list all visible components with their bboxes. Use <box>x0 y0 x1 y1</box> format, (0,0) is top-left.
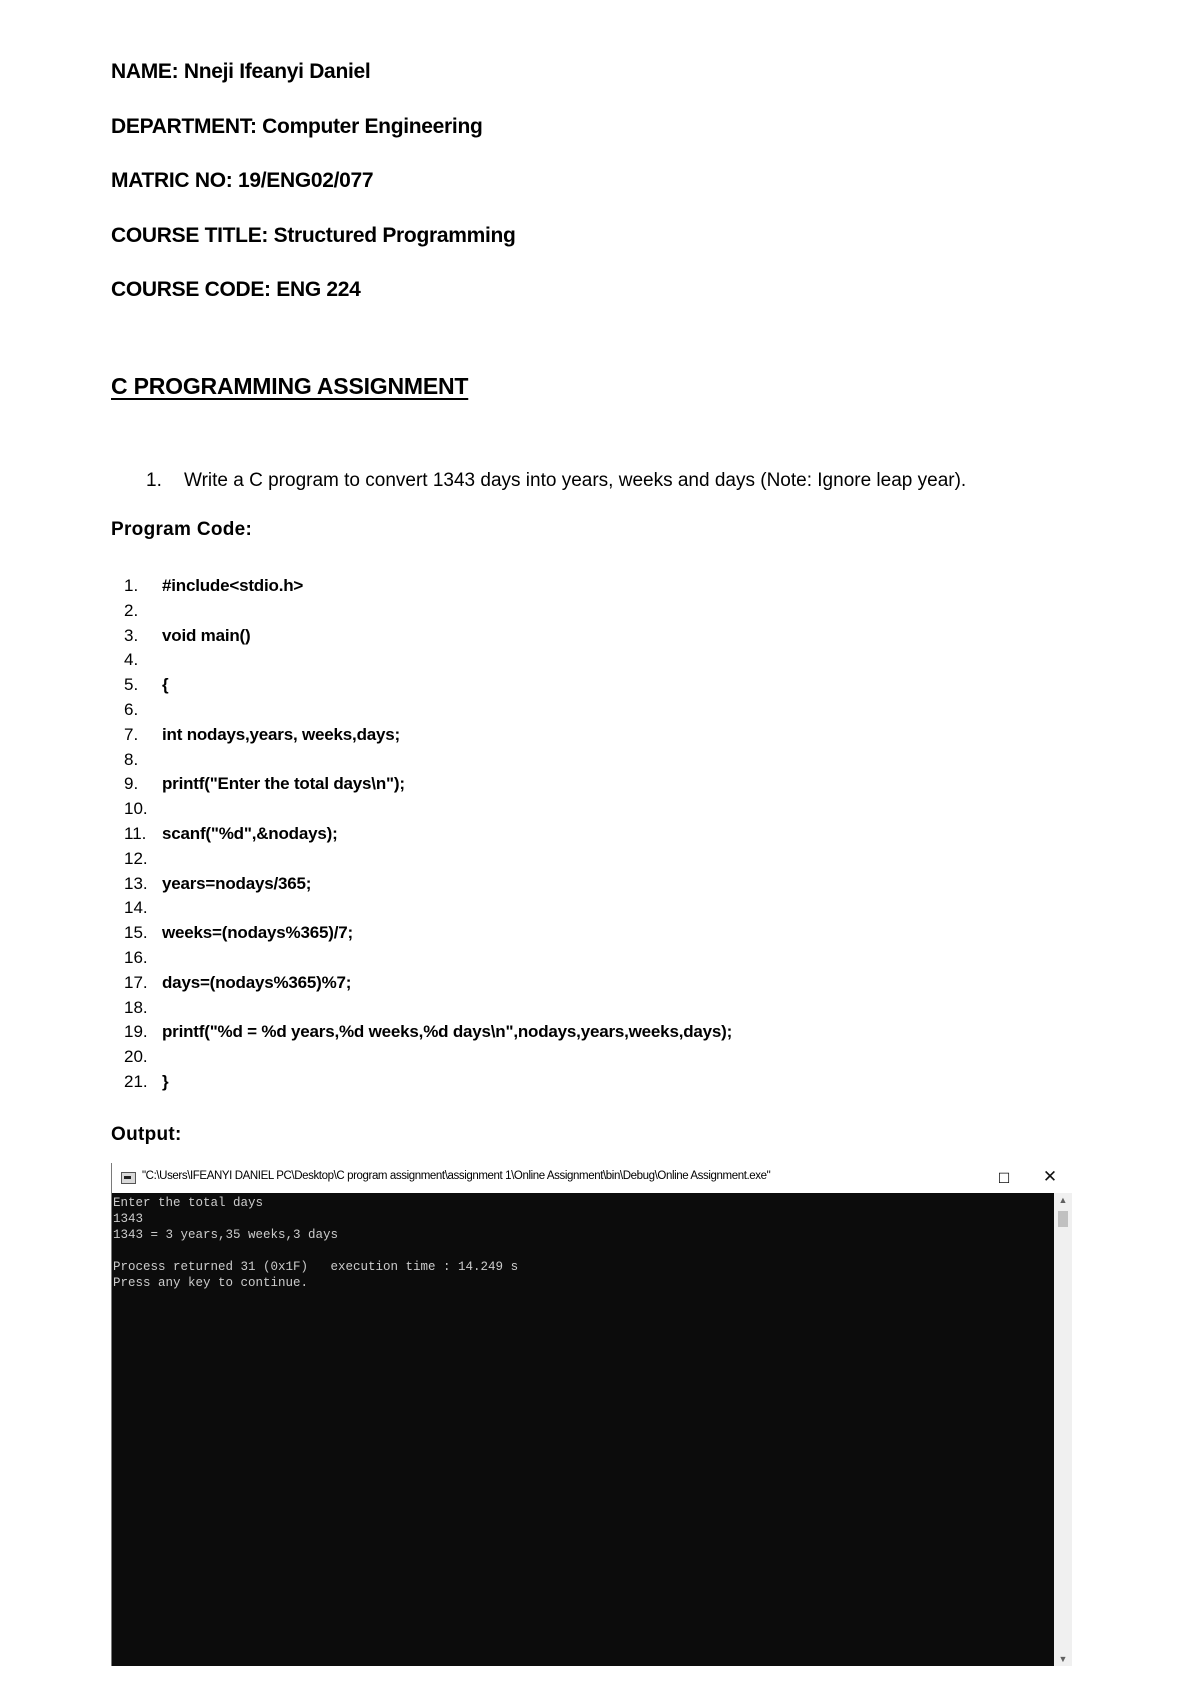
code-line-text: #include<stdio.h> <box>162 576 304 595</box>
code-line <box>124 872 732 897</box>
code-line-number: 16. <box>124 947 148 967</box>
console-window-title: "C:\Users\IFEANYI DANIEL PC\Desktop\C program assignment\assignment 1\Online Assignment\bin\Debug\Online Assignment.exe" <box>142 1170 771 1182</box>
code-line-number: 10. <box>124 799 148 819</box>
code-line-number: 18. <box>124 997 148 1017</box>
console-screen[interactable] <box>112 1193 1054 1666</box>
code-line-number: 17. <box>124 972 148 992</box>
code-line <box>124 1045 732 1070</box>
scroll-down-arrow-icon[interactable]: ▼ <box>1058 1654 1068 1664</box>
code-line-text: weeks=(nodays%365)/7; <box>162 923 353 943</box>
code-line-text: { <box>162 675 169 695</box>
code-line <box>124 673 732 698</box>
code-line-text: days=(nodays%365)%7; <box>162 972 352 992</box>
code-line <box>124 599 732 624</box>
console-titlebar[interactable] <box>112 1163 1072 1193</box>
code-line-number: 19. <box>124 1022 148 1042</box>
question-item <box>146 470 966 492</box>
code-line-number: 8. <box>124 749 139 769</box>
code-line-number: 5. <box>124 675 139 695</box>
scroll-up-arrow-icon[interactable]: ▲ <box>1058 1195 1068 1205</box>
code-line <box>124 698 732 723</box>
console-scrollbar[interactable] <box>1054 1193 1072 1666</box>
code-line-number: 14. <box>124 898 148 918</box>
code-line <box>124 822 732 847</box>
console-output: Enter the total days 1343 1343 = 3 years,35 weeks,3 days Process returned 31 (0x1F) execution time : 14.249 s Press any key to continue. <box>113 1196 519 1290</box>
code-line-text: printf("%d = %d years,%d weeks,%d days\n",nodays,years,weeks,days); <box>162 1022 733 1042</box>
code-line <box>124 748 732 773</box>
code-line <box>124 772 732 797</box>
code-line-number: 6. <box>124 699 139 719</box>
question-text: Write a C program to convert 1343 days into years, weeks and days (Note: Ignore leap year). <box>184 470 967 491</box>
student-name: NAME: Nneji Ifeanyi Daniel <box>111 60 371 83</box>
assignment-title: C PROGRAMMING ASSIGNMENT <box>111 373 469 399</box>
code-line <box>124 624 732 649</box>
code-line-number: 9. <box>124 774 139 794</box>
code-line <box>124 847 732 872</box>
code-line-number: 7. <box>124 724 139 744</box>
code-line <box>124 896 732 921</box>
code-line-number: 21. <box>124 1071 148 1091</box>
console-window <box>111 1163 1072 1666</box>
code-line-number: 3. <box>124 625 139 645</box>
code-line-text: int nodays,years, weeks,days; <box>162 724 400 744</box>
code-line <box>124 996 732 1021</box>
code-line-number: 12. <box>124 848 148 868</box>
scrollbar-thumb[interactable] <box>1058 1211 1068 1227</box>
console-app-icon <box>121 1172 136 1184</box>
course-code: COURSE CODE: ENG 224 <box>111 278 361 301</box>
code-line <box>124 946 732 971</box>
close-icon[interactable]: ✕ <box>1042 1167 1058 1186</box>
code-line <box>124 1070 732 1095</box>
department: DEPARTMENT: Computer Engineering <box>111 115 483 138</box>
code-line-text: years=nodays/365; <box>162 873 312 893</box>
course-title: COURSE TITLE: Structured Programming <box>111 224 516 247</box>
code-line-text: printf("Enter the total days\n"); <box>162 774 405 794</box>
code-line <box>124 1020 732 1045</box>
code-line <box>124 921 732 946</box>
code-line-number: 2. <box>124 600 139 620</box>
code-line-text: void main() <box>162 625 251 645</box>
output-label: Output: <box>111 1124 182 1145</box>
program-code-label: Program Code: <box>111 519 253 540</box>
code-listing <box>124 574 732 1095</box>
code-line-number: 4. <box>124 650 139 670</box>
code-line-number: 11. <box>124 823 147 843</box>
maximize-icon[interactable]: ☐ <box>997 1170 1011 1186</box>
question-number: 1. <box>146 470 162 491</box>
code-line <box>124 574 732 599</box>
code-line <box>124 723 732 748</box>
code-line <box>124 797 732 822</box>
code-line-number: 1. <box>124 576 139 595</box>
code-line-number: 20. <box>124 1047 148 1067</box>
code-line-text: scanf("%d",&nodays); <box>162 823 338 843</box>
code-line-number: 15. <box>124 923 148 943</box>
code-line-number: 13. <box>124 873 148 893</box>
matric-number: MATRIC NO: 19/ENG02/077 <box>111 169 374 192</box>
code-line <box>124 971 732 996</box>
code-line <box>124 648 732 673</box>
code-line-text: } <box>162 1071 169 1091</box>
